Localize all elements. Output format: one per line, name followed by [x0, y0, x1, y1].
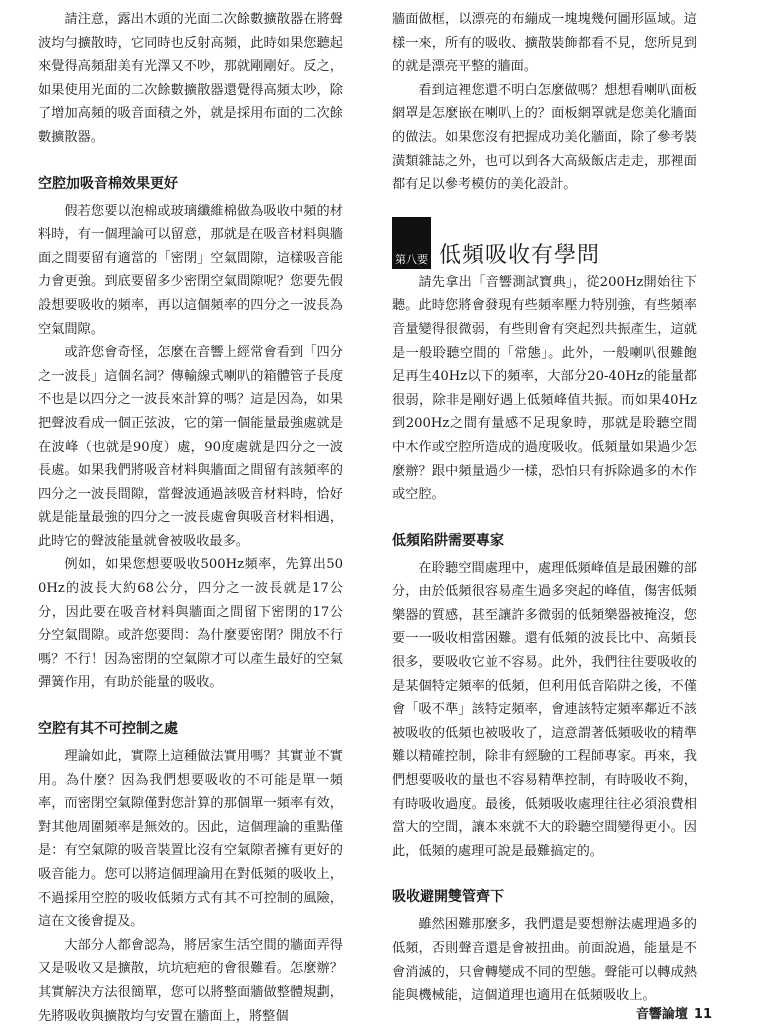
- page-number: 11: [693, 1007, 712, 1022]
- paragraph: 看到這裡您還不明白怎麼做嗎？想想看喇叭面板網罩是怎麼嵌在喇叭上的？面板網罩就是您美化牆面的做法。如果您沒有把握成功美化牆面，除了參考裝潢類雜誌之外，也可以到各大高級飯店走走，那裡面都有足以參考模仿的美化設計。: [392, 82, 697, 193]
- paragraph: 雖然困難那麼多，我們還是要想辦法處理過多的低頻，否則聲音還是會被扭曲。前面說過，能量是不會消滅的，只會轉變成不同的型態。聲能可以轉成熱能與機械能，這個道理也適用在低頻吸收上。: [392, 917, 697, 1004]
- paragraph: 在聆聽空間處理中，處理低頻峰值是最困難的部分，由於低頻很容易產生過多突起的峰值，傷害低頻樂器的質感，甚至讓許多微弱的低頻樂器被掩沒，您要一一吸收相當困難。還有低頻的波長比中、高頻長很多，要吸收它並不容易。此外，我們往往要吸收的是某個特定頻率的低頻，但利用低音陷阱之後，不僅會「吸不準」該特定頻率，會連該特定頻率鄰近不該被吸收的低頻也被吸收了，這意謂著低頻吸收的精準難以精確控制，除非有經驗的工程師專家。再來，我們想要吸收的量也不容易精準控制，有時吸收不夠，有時吸收過度。最後，低頻吸收處理往往必須浪費相當大的空間，讓本來就不大的聆聽空間變得更小。因此，低頻的處理可說是最難搞定的。: [392, 560, 697, 859]
- section-tag: 第八要: [392, 217, 431, 269]
- paragraph: 例如，如果您想要吸收500Hz頻率，先算出500Hz的波長大約68公分，四分之一波長就是17公分，因此要在吸音材料與牆面之間留下密閉的17公分空氣間隙。或許您要問：為什麼要密閉？開放不行嗎？不行！因為密閉的空氣隙才可以產生最好的空氣彈簧作用，有助於能量的吸收。: [38, 557, 343, 691]
- paragraph: 理論如此，實際上這種做法實用嗎？其實並不實用。為什麼？因為我們想要吸收的不可能是單一頻率，而密閉空氣隙僅對您計算的那個單一頻率有效，對其他周圍頻率是無效的。因此，這個理論的重點僅是：有空氣隙的吸音裝置比沒有空氣隙者擁有更好的吸音能力。您可以將這個理論用在對低頻的吸收上，不過採用空腔的吸收低頻方式有其不可控制的風險，這在文後會提及。: [38, 749, 343, 930]
- section-title: [392, 219, 697, 269]
- right-column: [392, 8, 697, 1008]
- paragraph: 牆面做框，以漂亮的布繃成一塊塊幾何圖形區域。這樣一來，所有的吸收、擴散裝飾都看不見，您所見到的就是漂亮平整的牆面。: [392, 12, 697, 75]
- paragraph: 請注意，露出木頭的光面二次餘數擴散器在將聲波均勻擴散時，它同時也反射高頻，此時如果您聽起來覺得高頻甜美有光澤又不吵，那就剛剛好。反之，如果使用光面的二次餘數擴散器還覺得高頻太吵，除了增加高頻的吸音面積之外，就是採用布面的二次餘數擴散器。: [38, 12, 343, 145]
- subheading: 低頻陷阱需要專家: [392, 532, 504, 549]
- subheading: 吸收避開雙管齊下: [392, 889, 504, 906]
- section-heading: 低頻吸收有學問: [439, 242, 601, 268]
- paragraph: 或許您會奇怪，怎麼在音響上經常會看到「四分之一波長」這個名詞？傳輸線式喇叭的箱體管子長度不也是以四分之一波長來計算的嗎？這是因為，如果把聲波看成一個正弦波，它的第一個能量最強處就是在波峰（也就是90度）處，90度處就是四分之一波長處。如果我們將吸音材料與牆面之間留有該頻率的四分之一波長間隙，當聲波通過該吸音材料時，恰好就是能量最強的四分之一波長處會與吸音材料相遇，此時它的聲波能量就會被吸收最多。: [38, 345, 343, 549]
- left-column: [38, 8, 343, 1028]
- paragraph: 大部分人都會認為，將居家生活空間的牆面弄得又是吸收又是擴散，坑坑疤疤的會很難看。怎麼辦？其實解決方法很簡單，您可以將整面牆做整體規劃，先將吸收與擴散均勻安置在牆面上，將整個: [38, 937, 343, 1024]
- paragraph: 假若您要以泡棉或玻璃纖維棉做為吸收中頻的材料時，有一個理論可以留意，那就是在吸音材料與牆面之間要留有適當的「密閉」空氣間隙，這樣吸音能力會更強。到底要留多少密閉空氣間隙呢？您要先假設想要吸收的頻率，再以這個頻率的四分之一波長為空氣間隙。: [38, 203, 343, 337]
- paragraph: 請先拿出「音響測試寶典」，從200Hz開始往下聽。此時您將會發現有些頻率壓力特別強，有些頻率音量變得很微弱，有些則會有突起烈共振產生，這就是一般聆聽空間的「常態」。此外，一般喇叭很難飽足再生40Hz以下的頻率，大部分20-40Hz的能量都很弱，除非是剛好遇上低頻峰值共振。而如果40Hz到200Hz之間有量感不足現象時，那就是聆聽空間中木作或空腔所造成的過度吸收。低頻量如果過少怎麼辦？跟中頻量過少一樣，恐怕只有拆除過多的木作或空腔。: [392, 274, 697, 503]
- page-footer: [630, 1003, 712, 1022]
- subheading: 空腔有其不可控制之處: [38, 721, 178, 738]
- subheading: 空腔加吸音棉效果更好: [38, 175, 178, 192]
- publication-name: 音響論壇: [635, 1007, 688, 1022]
